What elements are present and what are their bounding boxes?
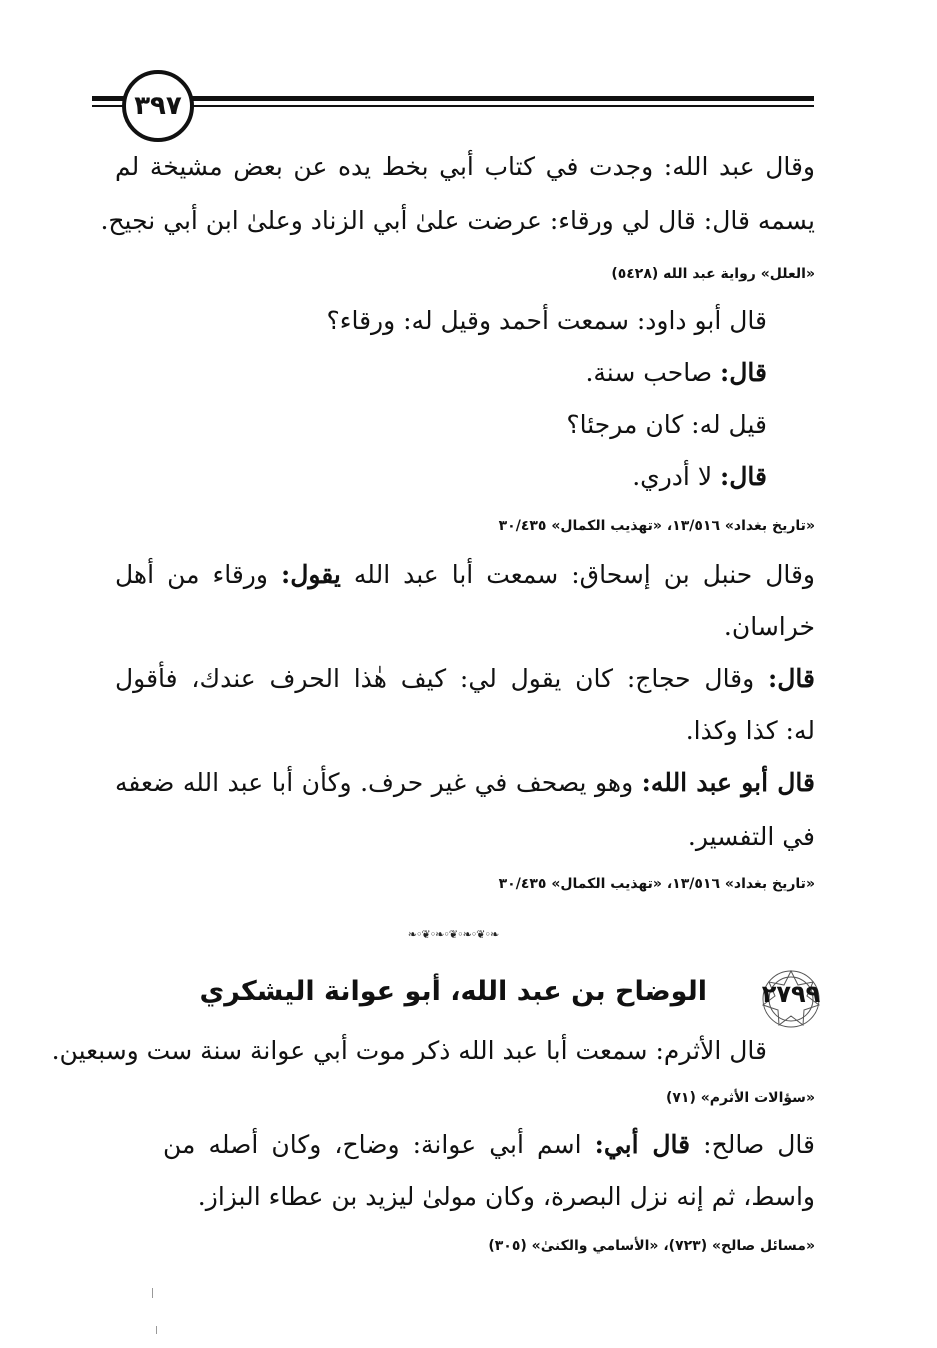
- paragraph-text: قال صالح:: [690, 1130, 815, 1159]
- paragraph-line: [115, 768, 815, 797]
- paragraph-line: وقال عبد الله: وجدت في كتاب أبي بخط يده عن بعض مشيخة لم: [115, 152, 815, 181]
- paragraph-line: [163, 1130, 815, 1159]
- scan-mark: [156, 1326, 157, 1334]
- paragraph-line: يسمه قال: قال لي ورقاء: عرضت علىٰ أبي الزناد وعلىٰ ابن أبي نجيح.: [100, 206, 815, 235]
- paragraph-line: [115, 664, 815, 693]
- entry-title: الوضاح بن عبد الله، أبو عوانة اليشكري: [199, 976, 707, 1007]
- citation: «سؤالات الأثرم» (٧١): [665, 1090, 815, 1106]
- paragraph-text: وقال حجاج: كان يقول لي: كيف هٰذا الحرف عندك، فأقول: [115, 664, 769, 693]
- paragraph-text: وقال حنبل بن إسحاق: سمعت أبا عبد الله: [340, 560, 816, 589]
- paragraph-line: في التفسير.: [687, 822, 815, 851]
- paragraph-line: له: كذا وكذا.: [685, 716, 815, 745]
- paragraph-line: [115, 560, 815, 589]
- section-divider-ornament: ❧◦❦◦❧◦❦◦❧◦❦◦❧: [407, 928, 499, 941]
- paragraph-line: واسط، ثم إنه نزل البصرة، وكان مولىٰ ليزيد بن عطاء البزاز.: [197, 1182, 815, 1211]
- speaker-label: قال:: [720, 358, 767, 387]
- paragraph-line: [585, 358, 767, 387]
- citation: «تاريخ بغداد» ١٣/٥١٦، «تهذيب الكمال» ٣٠/٤٣٥: [498, 876, 815, 892]
- paragraph-text: ورقاء من أهل: [115, 560, 281, 589]
- paragraph-line: خراسان.: [723, 612, 815, 641]
- paragraph-text: لا أدري.: [632, 462, 721, 491]
- scan-mark: [152, 1288, 153, 1298]
- bold-word: يقول:: [280, 560, 341, 589]
- header-rule-thin: [92, 105, 814, 107]
- citation: «العلل» رواية عبد الله (٥٤٢٨): [611, 266, 815, 282]
- citation: «مسائل صالح» (٧٢٣)، «الأسامي والكنىٰ» (٣٠٥): [488, 1238, 815, 1254]
- speaker-label: قال أبو عبد الله:: [641, 768, 815, 797]
- citation: «تاريخ بغداد» ١٣/٥١٦، «تهذيب الكمال» ٣٠/٤٣٥: [498, 518, 815, 534]
- header-rule: [92, 96, 814, 101]
- paragraph-text: اسم أبي عوانة: وضاح، وكان أصله من: [163, 1130, 595, 1159]
- paragraph-line: قال أبو داود: سمعت أحمد وقيل له: ورقاء؟: [326, 306, 767, 335]
- speaker-label: قال:: [768, 664, 815, 693]
- paragraph-line: [632, 462, 767, 491]
- paragraph-line: قال الأثرم: سمعت أبا عبد الله ذكر موت أبي عوانة سنة ست وسبعين.: [51, 1036, 767, 1065]
- paragraph-text: صاحب سنة.: [585, 358, 721, 387]
- entry-number: ٢٧٩٩: [761, 980, 821, 1008]
- page-number: ٣٩٧: [122, 70, 194, 142]
- speaker-label: قال أبي:: [594, 1130, 691, 1159]
- paragraph-text: وهو يصحف في غير حرف. وكأن أبا عبد الله ضعفه: [115, 768, 642, 797]
- speaker-label: قال:: [720, 462, 767, 491]
- paragraph-line: قيل له: كان مرجئا؟: [566, 410, 767, 439]
